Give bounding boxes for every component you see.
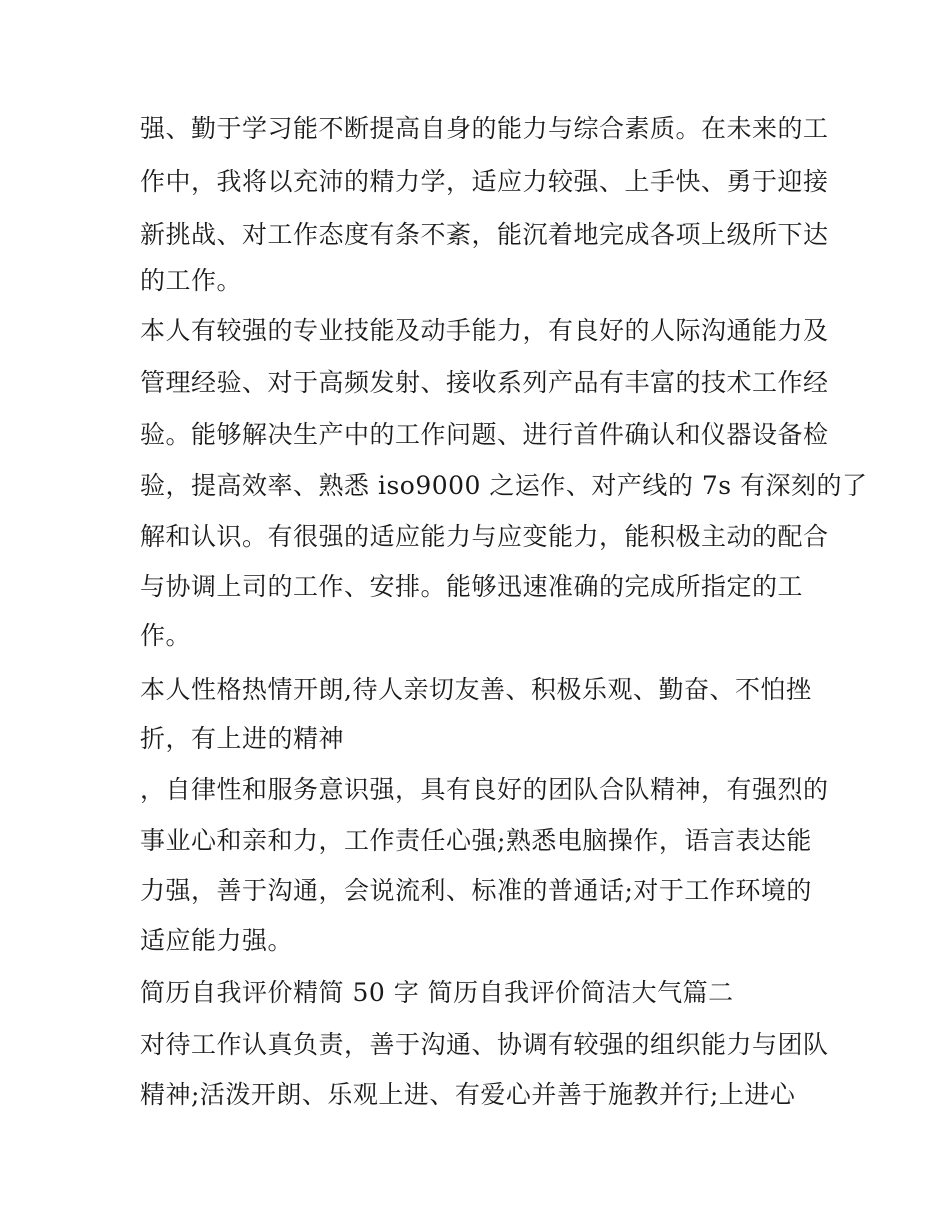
text-line: 强、勤于学习能不断提高自身的能力与综合素质。在未来的工 [140, 114, 829, 143]
text-line: 适应能力强。 [140, 926, 294, 955]
text-line: 与协调上司的工作、安排。能够迅速准确的完成所指定的工 [140, 572, 804, 601]
text-line: 验，提高效率、熟悉 iso9000 之运作、对产线的 7s 有深刻的了 [140, 471, 868, 500]
text-line: 精神;活泼开朗、乐观上进、有爱心并善于施教并行;上进心 [140, 1080, 796, 1109]
text-line: 管理经验、对于高频发射、接收系列产品有丰富的技术工作经 [140, 368, 829, 397]
text-line: 作。 [140, 621, 192, 650]
text-line: 新挑战、对工作态度有条不紊，能沉着地完成各项上级所下达 [140, 220, 829, 249]
text-line: ，自律性和服务意识强，具有良好的团队合队精神，有强烈的 [140, 775, 829, 804]
text-line: 解和认识。有很强的适应能力与应变能力，能积极主动的配合 [140, 522, 829, 551]
text-line: 验。能够解决生产中的工作问题、进行首件确认和仪器设备检 [140, 420, 829, 449]
text-line: 对待工作认真负责，善于沟通、协调有较强的组织能力与团队 [140, 1030, 829, 1059]
text-line: 事业心和亲和力，工作责任心强;熟悉电脑操作，语言表达能 [140, 826, 812, 855]
text-line: 作中，我将以充沛的精力学，适应力较强、上手快、勇于迎接 [140, 167, 829, 196]
text-line: 简历自我评价精简 50 字 简历自我评价简洁大气篇二 [140, 978, 734, 1007]
text-line: 的工作。 [140, 266, 243, 295]
text-line: 本人有较强的专业技能及动手能力，有良好的人际沟通能力及 [140, 316, 829, 345]
text-line: 折，有上进的精神 [140, 724, 345, 753]
text-line: 力强，善于沟通，会说流利、标准的普通话;对于工作环境的 [140, 876, 812, 905]
text-line: 本人性格热情开朗,待人亲切友善、积极乐观、勤奋、不怕挫 [140, 675, 812, 704]
